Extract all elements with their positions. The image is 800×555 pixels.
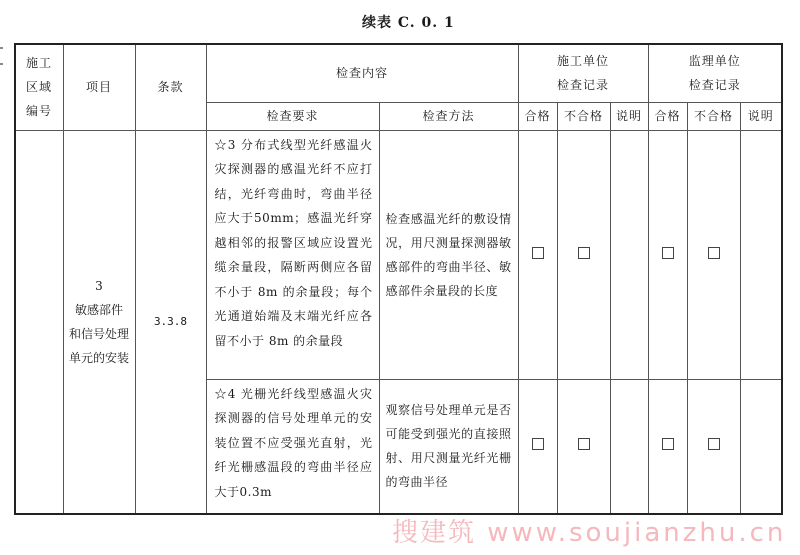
cell-supervision-pass[interactable] xyxy=(648,379,687,514)
header-clause: 条款 xyxy=(135,44,206,130)
header-construction-unit-line: 检查记录 xyxy=(557,78,610,93)
header-zone-no-line: 施工 xyxy=(26,56,53,71)
cell-item xyxy=(63,130,135,514)
item-line: 敏感部件 xyxy=(74,302,123,317)
cell-construction-pass[interactable] xyxy=(518,130,557,379)
header-inspection-requirement: 检查要求 xyxy=(206,102,379,130)
header-zone-no xyxy=(15,44,63,130)
table-row xyxy=(15,130,782,379)
header-item: 项目 xyxy=(63,44,135,130)
header-zone-no-line: 区域 xyxy=(26,80,53,95)
header-supervision-note: 说明 xyxy=(740,102,782,130)
cell-construction-pass[interactable] xyxy=(518,379,557,514)
cell-supervision-note[interactable] xyxy=(740,379,782,514)
edge-mark xyxy=(0,47,3,49)
header-supervision-unit-line: 监理单位 xyxy=(688,54,741,69)
cell-construction-note[interactable] xyxy=(610,130,648,379)
inspection-table xyxy=(14,43,783,515)
checkbox[interactable] xyxy=(708,247,720,259)
cell-requirement: ☆3 分布式线型光纤感温火灾探测器的感温光纤不应打结，光纤弯曲时，弯曲半径应大于50mm；感温光纤穿越相邻的报警区域应设置光缆余量段，隔断两侧应各留不小于 8m 的余量段；每个光通道始端及末端光纤应各留不小于 8m 的余量段 xyxy=(206,130,379,379)
cell-method: 观察信号处理单元是否可能受到强光的直接照射、用尺测量光纤光栅的弯曲半径 xyxy=(379,379,518,514)
header-construction-fail: 不合格 xyxy=(557,102,610,130)
watermark xyxy=(392,512,786,549)
cell-method: 检查感温光纤的敷设情况，用尺测量探测器敏感部件的弯曲半径、敏感部件余量段的长度 xyxy=(379,130,518,379)
cell-construction-fail[interactable] xyxy=(557,379,610,514)
checkbox[interactable] xyxy=(532,438,544,450)
watermark-cn: 搜建筑 xyxy=(392,518,477,548)
checkbox[interactable] xyxy=(578,247,590,259)
checkbox[interactable] xyxy=(662,247,674,259)
cell-construction-fail[interactable] xyxy=(557,130,610,379)
table-title: 续表 C. 0. 1 xyxy=(362,15,455,31)
edge-mark xyxy=(0,63,3,65)
cell-clause: 3.3.8 xyxy=(135,130,206,514)
header-construction-pass: 合格 xyxy=(518,102,557,130)
watermark-url: www.soujianzhu.cn xyxy=(487,518,787,548)
item-line: 和信号处理 xyxy=(68,326,129,341)
checkbox[interactable] xyxy=(578,438,590,450)
checkbox[interactable] xyxy=(532,247,544,259)
cell-requirement: ☆4 光栅光纤线型感温火灾探测器的信号处理单元的安装位置不应受强光直射，光纤光栅感温段的弯曲半径应大于0.3m xyxy=(206,379,379,514)
cell-zone-no xyxy=(15,130,63,514)
checkbox[interactable] xyxy=(708,438,720,450)
header-inspection-content: 检查内容 xyxy=(206,44,518,102)
header-zone-no-line: 编号 xyxy=(26,104,53,119)
cell-supervision-fail[interactable] xyxy=(687,379,740,514)
cell-supervision-pass[interactable] xyxy=(648,130,687,379)
checkbox[interactable] xyxy=(662,438,674,450)
header-supervision-unit xyxy=(648,44,782,102)
header-supervision-unit-line: 检查记录 xyxy=(688,78,741,93)
item-line: 3 xyxy=(95,278,103,293)
header-supervision-fail: 不合格 xyxy=(687,102,740,130)
header-inspection-method: 检查方法 xyxy=(379,102,518,130)
cell-supervision-fail[interactable] xyxy=(687,130,740,379)
header-construction-note: 说明 xyxy=(610,102,648,130)
header-construction-unit xyxy=(518,44,648,102)
header-construction-unit-line: 施工单位 xyxy=(557,54,610,69)
cell-supervision-note[interactable] xyxy=(740,130,782,379)
header-supervision-pass: 合格 xyxy=(648,102,687,130)
item-line: 单元的安装 xyxy=(68,350,129,365)
cell-construction-note[interactable] xyxy=(610,379,648,514)
